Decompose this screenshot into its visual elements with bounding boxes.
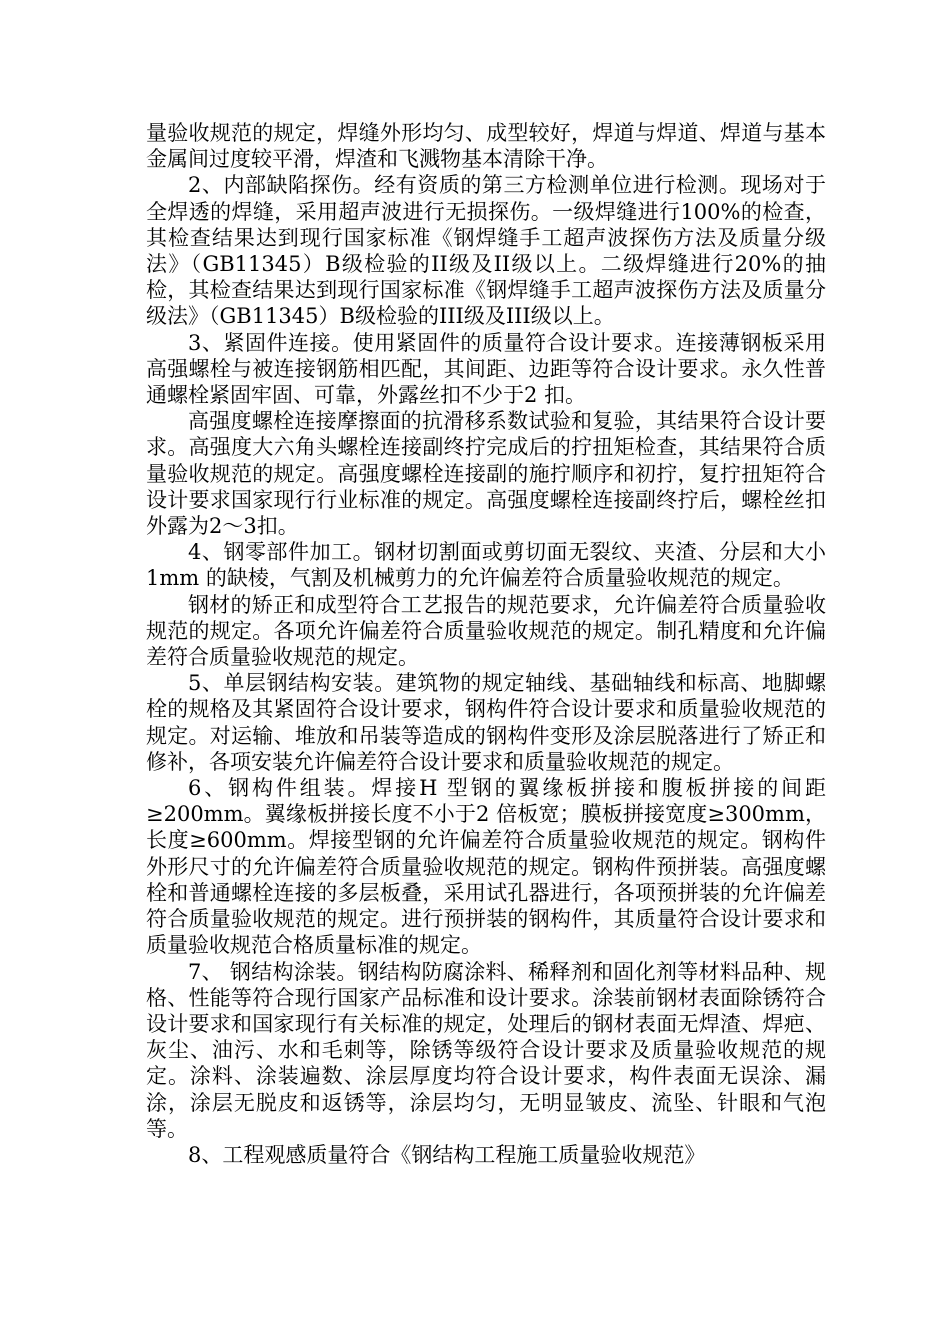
paragraph-weld-appearance: 量验收规范的规定，焊缝外形均匀、成型较好，焊道与焊道、焊道与基本金属间过度较平滑，焊渣和飞溅物基本清除干净。	[146, 121, 826, 172]
paragraph-steel-straightening: 钢材的矫正和成型符合工艺报告的规范要求，允许偏差符合质量验收规范的规定。各项允许偏差符合质量验收规范的规定。制孔精度和允许偏差符合质量验收规范的规定。	[146, 592, 826, 670]
paragraph-single-layer-installation: 5、单层钢结构安装。建筑物的规定轴线、基础轴线和标高、地脚螺栓的规格及其紧固符合设计要求，钢构件符合设计要求和质量验收规范的规定。对运输、堆放和吊装等造成的钢构件变形及涂层脱落进行了矫正和修补，各项安装允许偏差符合设计要求和质量验收规范的规定。	[146, 671, 826, 774]
paragraph-steel-member-assembly: 6、钢构件组装。焊接H 型钢的翼缘板拼接和腹板拼接的间距≥200mm。翼缘板拼接长度不小于2 倍板宽；膜板拼接宽度≥300mm，长度≥600mm。焊接型钢的允许偏差符合质量验收规范的规定。钢构件外形尺寸的允许偏差符合质量验收规范的规定。钢构件预拼装。高强度螺栓和普通螺栓连接的多层板叠，采用试孔器进行，各项预拼装的允许偏差符合质量验收规范的规定。进行预拼装的钢构件，其质量符合设计要求和质量验收规范合格质量标准的规定。	[146, 776, 826, 958]
document-body	[146, 120, 826, 1168]
paragraph-steel-coating: 7、 钢结构涂装。钢结构防腐涂料、稀释剂和固化剂等材料品种、规格、性能等符合现行国家产品标准和设计要求。涂装前钢材表面除锈符合设计要求和国家现行有关标准的规定，处理后的钢材表面无焊渣、焊疤、灰尘、油污、水和毛刺等，除锈等级符合设计要求及质量验收规范的规定。涂料、涂装遍数、涂层厚度均符合设计要求，构件表面无误涂、漏涂，涂层无脱皮和返锈等，涂层均匀，无明显皱皮、流坠、针眼和气泡等。	[146, 959, 826, 1141]
paragraph-internal-defect-inspection: 2、内部缺陷探伤。经有资质的第三方检测单位进行检测。现场对于全焊透的焊缝，采用超声波进行无损探伤。一级焊缝进行100%的检查，其检查结果达到现行国家标准《钢焊缝手工超声波探伤方法及质量分级法》（GB11345）B级检验的II级及II级以上。二级焊缝进行20%的抽检，其检查结果达到现行国家标准《钢焊缝手工超声波探伤方法及质量分级法》（GB11345）B级检验的III级及III级以上。	[146, 173, 826, 329]
paragraph-appearance-quality: 8、工程观感质量符合《钢结构工程施工质量验收规范》	[188, 1142, 706, 1167]
paragraph-fastener-connection: 3、紧固件连接。使用紧固件的质量符合设计要求。连接薄钢板采用高强螺栓与被连接钢筋相匹配，其间距、边距等符合设计要求。永久性普通螺栓紧固牢固、可靠，外露丝扣不少于2 扣。	[146, 330, 826, 408]
paragraph-steel-part-processing: 4、钢零部件加工。钢材切割面或剪切面无裂纹、夹渣、分层和大小1mm 的缺棱，气割及机械剪力的允许偏差符合质量验收规范的规定。	[146, 540, 826, 591]
paragraph-high-strength-bolt: 高强度螺栓连接摩擦面的抗滑移系数试验和复验，其结果符合设计要求。高强度大六角头螺栓连接副终拧完成后的拧扭矩检查，其结果符合质量验收规范的规定。高强度螺栓连接副的施拧顺序和初拧，复拧扭矩符合设计要求国家现行行业标准的规定。高强度螺栓连接副终拧后，螺栓丝扣外露为2～3扣。	[146, 409, 826, 539]
